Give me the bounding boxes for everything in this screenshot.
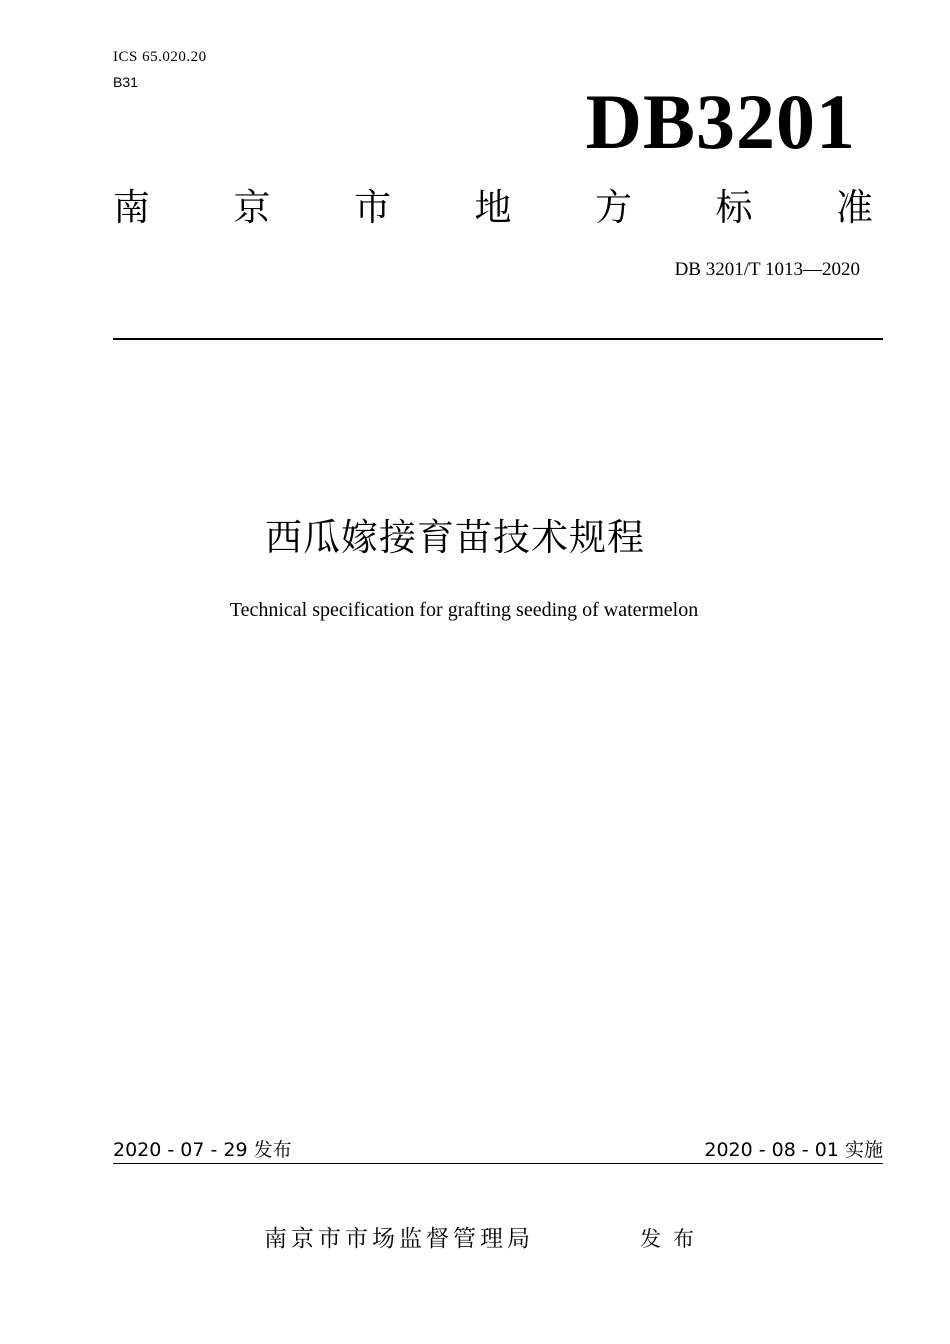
issue-date: 2020 - 07 - 29 发布 <box>113 1139 292 1161</box>
document-title-english: Technical specification for grafting seeding of watermelon <box>229 599 699 621</box>
standard-type-char: 地 <box>474 186 512 229</box>
implementation-date: 2020 - 08 - 01 实施 <box>704 1139 883 1161</box>
standard-logo: DB3201 <box>585 78 856 165</box>
document-title-chinese: 西瓜嫁接育苗技术规程 <box>265 516 645 559</box>
standard-type-char: 市 <box>354 186 391 229</box>
issuing-authority: 南京市市场监督管理局 <box>264 1226 534 1252</box>
header-divider <box>113 338 883 340</box>
standard-type-char: 标 <box>715 186 753 229</box>
standard-type-char: 方 <box>595 186 632 229</box>
standard-number: DB 3201/T 1013—2020 <box>674 259 860 280</box>
standard-type <box>113 184 873 232</box>
standard-type-char: 南 <box>113 186 150 229</box>
footer-divider <box>113 1163 883 1164</box>
standard-type-char: 京 <box>233 186 271 229</box>
ccs-code: B31 <box>113 74 138 90</box>
standard-type-char: 准 <box>836 186 873 229</box>
ics-code: ICS 65.020.20 <box>113 49 207 65</box>
issue-label: 发布 <box>640 1227 706 1251</box>
